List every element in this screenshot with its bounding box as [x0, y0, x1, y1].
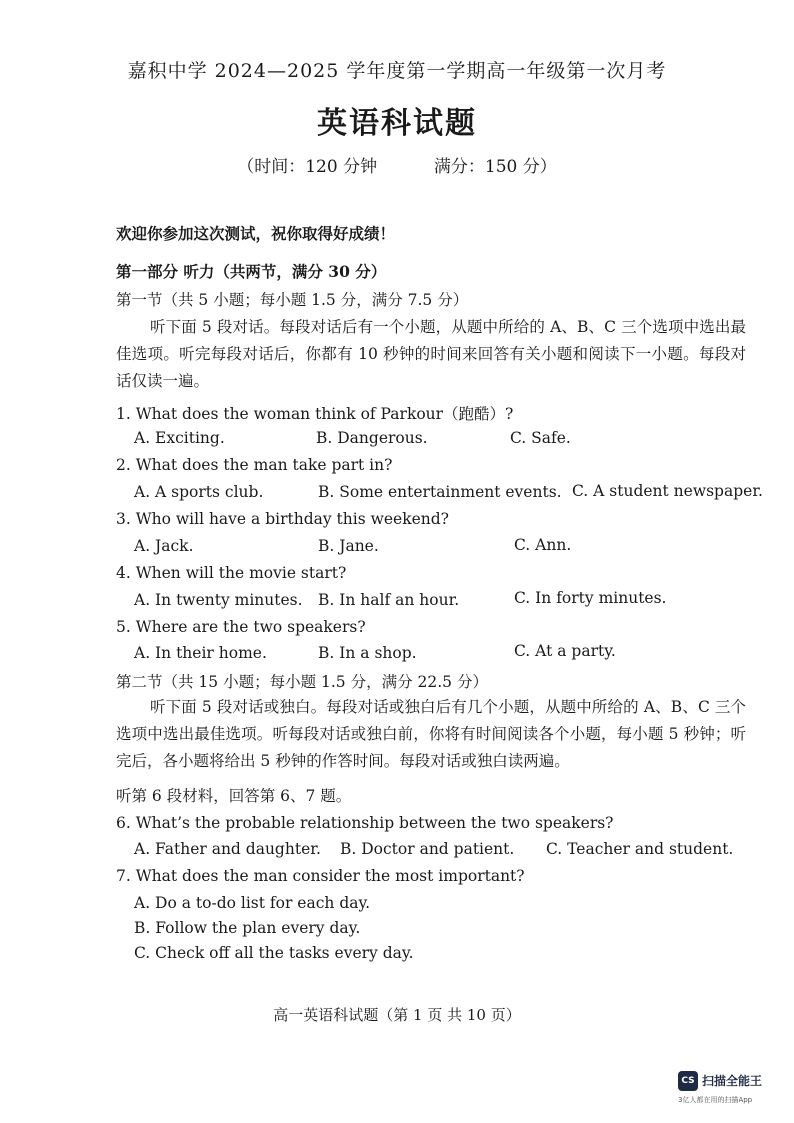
page-footer: 高一英语科试题（第 1 页 共 10 页）	[273, 1006, 521, 1024]
exam-meta	[0, 152, 794, 177]
question-6: 6. What’s the probable relationship between the two speakers?	[116, 814, 614, 832]
q4-option-c: C. In forty minutes.	[514, 589, 667, 607]
section2-instructions: 听下面 5 段对话或独白。每段对话或独白后有几个小题，从题中所给的 A、B、C 三个选项中选出最佳选项。听每段对话或独白前，你将有时间阅读各个小题，每小题 5 秒钟；听完后，各小题将给出 5 秒钟的作答时间。每段对话或独白读两遍。	[116, 698, 746, 770]
scanner-watermark	[678, 1069, 778, 1109]
q4-option-b: B. In half an hour.	[318, 591, 460, 609]
exam-score: 满分：150 分）	[433, 157, 557, 177]
question-7: 7. What does the man consider the most important?	[116, 867, 525, 885]
q7-option-b: B. Follow the plan every day.	[134, 919, 361, 937]
q3-option-b: B. Jane.	[318, 537, 379, 555]
q1-option-b: B. Dangerous.	[316, 429, 428, 447]
school-exam-line: 嘉积中学 2024—2025 学年度第一学期高一年级第一次月考	[127, 60, 667, 82]
q5-option-b: B. In a shop.	[318, 644, 417, 662]
q1-option-c: C. Safe.	[510, 429, 571, 447]
q5-option-a: A. In their home.	[134, 644, 267, 662]
q2-option-b: B. Some entertainment events.	[318, 483, 562, 501]
welcome-text: 欢迎你参加这次测试，祝你取得好成绩！	[116, 225, 396, 243]
q3-option-c: C. Ann.	[514, 536, 572, 554]
q6-option-a: A. Father and daughter.	[134, 840, 321, 858]
q7-option-c: C. Check off all the tasks every day.	[134, 944, 414, 962]
q2-option-c: C. A student newspaper.	[572, 482, 763, 500]
question-1: 1. What does the woman think of Parkour（跑酷）?	[116, 405, 514, 423]
question-2: 2. What does the man take part in?	[116, 456, 393, 474]
q6-option-c: C. Teacher and student.	[546, 840, 734, 858]
section1-heading: 第一节（共 5 小题；每小题 1.5 分，满分 7.5 分）	[116, 291, 469, 309]
q1-option-a: A. Exciting.	[134, 429, 225, 447]
scanner-tagline: 3亿人都在用的扫描App	[678, 1096, 753, 1104]
q5-option-c: C. At a party.	[514, 642, 616, 660]
scanner-app-name: 扫描全能王	[702, 1074, 763, 1088]
part1-heading: 第一部分 听力（共两节，满分 30 分）	[116, 262, 387, 281]
material-note: 听第 6 段材料，回答第 6、7 题。	[116, 787, 352, 805]
section1-instructions: 听下面 5 段对话。每段对话后有一个小题，从题中所给的 A、B、C 三个选项中选出最佳选项。听完每段对话后，你都有 10 秒钟的时间来回答有关小题和阅读下一小题。每段对话仅读一遍。	[116, 318, 746, 390]
camscanner-logo-icon: CS	[678, 1071, 698, 1091]
section2-heading: 第二节（共 15 小题；每小题 1.5 分，满分 22.5 分）	[116, 673, 488, 691]
question-3: 3. Who will have a birthday this weekend?	[116, 510, 449, 528]
q6-option-b: B. Doctor and patient.	[340, 840, 515, 858]
q2-option-a: A. A sports club.	[134, 483, 264, 501]
question-4: 4. When will the movie start?	[116, 564, 347, 582]
page-title: 英语科试题	[317, 106, 477, 141]
question-5: 5. Where are the two speakers?	[116, 618, 366, 636]
q7-option-a: A. Do a to-do list for each day.	[134, 894, 371, 912]
exam-time: （时间：120 分钟	[237, 157, 378, 177]
q3-option-a: A. Jack.	[134, 537, 194, 555]
q4-option-a: A. In twenty minutes.	[134, 591, 303, 609]
